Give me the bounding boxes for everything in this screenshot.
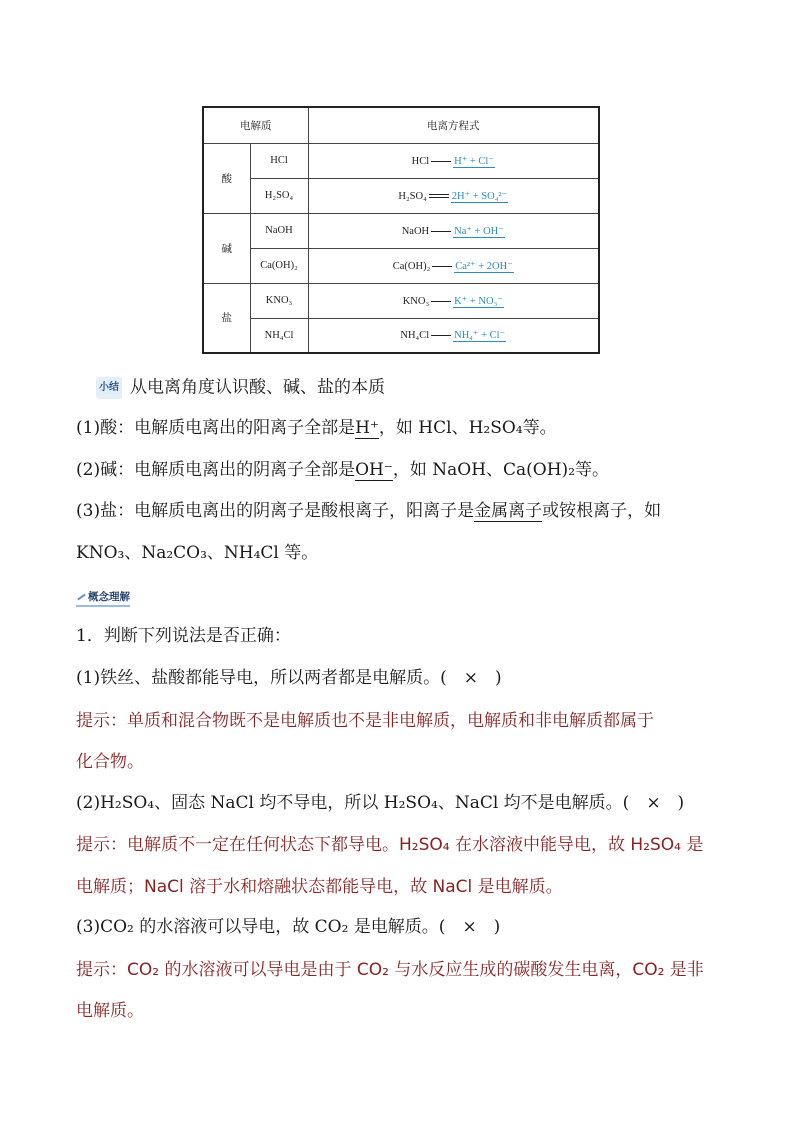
hint-3-line1: 提示：CO₂ 的水溶液可以导电是由于 CO₂ 与水反应生成的碳酸发生电离，CO₂ 是非: [76, 960, 704, 980]
summary-title: 从电离角度认识酸、碱、盐的本质: [130, 377, 385, 398]
summary-tag: 小结: [96, 377, 122, 399]
equals-arrow-icon: [429, 194, 449, 198]
formula-cell: HCl: [250, 143, 308, 178]
table-header-row: [203, 107, 599, 143]
section-tag: 概念理解: [76, 589, 130, 607]
question-item-3: (3)CO₂ 的水溶液可以导电，故 CO₂ 是电解质。( × ): [76, 917, 501, 937]
hint-3-line2: 电解质。: [76, 1001, 144, 1021]
header-electrolyte: 电解质: [203, 107, 308, 143]
formula-cell: KNO₃: [250, 283, 308, 318]
pen-icon: [76, 592, 86, 602]
formula-cell: Ca(OH)₂: [250, 248, 308, 283]
arrow-icon: [432, 266, 452, 267]
equation-cell: NH₄Cl NH₄⁺ + Cl⁻: [308, 318, 599, 353]
question-item-2: (2)H₂SO₄、固态 NaCl 均不导电，所以 H₂SO₄、NaCl 均不是电解质。( × ): [76, 793, 685, 813]
equation-cell: Ca(OH)₂ Ca²⁺ + 2OH⁻: [308, 248, 599, 283]
acid-key: H⁺: [355, 418, 379, 438]
formula-cell: H₂SO₄: [250, 178, 308, 213]
equation-cell: HCl H⁺ + Cl⁻: [308, 143, 599, 178]
salt-key: 金属离子: [474, 501, 543, 521]
arrow-icon: [431, 335, 451, 336]
hint-1-line1: 提示：单质和混合物既不是电解质也不是非电解质，电解质和非电解质都属于: [76, 711, 654, 731]
table-row: [203, 213, 599, 248]
summary-acid: (1)酸：电解质电离出的阳离子全部是H⁺，如 HCl、H₂SO₄等。: [76, 418, 557, 438]
formula-cell: NaOH: [250, 213, 308, 248]
equation-cell: NaOH Na⁺ + OH⁻: [308, 213, 599, 248]
ionization-table: [202, 106, 600, 354]
summary-salt-line2: KNO₃、Na₂CO₃、NH₄Cl 等。: [76, 543, 319, 563]
arrow-icon: [431, 301, 451, 302]
table-row: [203, 143, 599, 178]
summary-heading: [96, 377, 385, 399]
arrow-icon: [431, 161, 451, 162]
table-row: [203, 283, 599, 318]
table-row: [203, 248, 599, 283]
question-item-1: (1)铁丝、盐酸都能导电，所以两者都是电解质。( × ): [76, 668, 502, 688]
table-row: [203, 178, 599, 213]
ion-products: Ca²⁺ + 2OH⁻: [455, 260, 513, 272]
arrow-icon: [431, 231, 451, 232]
ion-products: Na⁺ + OH⁻: [454, 225, 504, 237]
summary-base: (2)碱：电解质电离出的阴离子全部是OH⁻，如 NaOH、Ca(OH)₂等。: [76, 460, 610, 480]
hint-2-line2: 电解质；NaCl 溶于水和熔融状态都能导电，故 NaCl 是电解质。: [76, 877, 563, 897]
question-stem: 1．判断下列说法是否正确：: [76, 626, 291, 646]
summary-salt: (3)盐：电解质电离出的阴离子是酸根离子，阳离子是金属离子或铵根离子，如: [76, 501, 662, 521]
table-row: [203, 318, 599, 353]
ion-products: K⁺ + NO₃⁻: [454, 295, 503, 307]
header-equation: 电离方程式: [308, 107, 599, 143]
formula-cell: NH₄Cl: [250, 318, 308, 353]
ion-products: 2H⁺ + SO₄²⁻: [451, 190, 508, 202]
group-label-acid: 酸: [203, 143, 250, 213]
base-key: OH⁻: [355, 460, 393, 480]
hint-1-line2: 化合物。: [76, 752, 144, 772]
ion-products: H⁺ + Cl⁻: [454, 155, 494, 167]
equation-cell: KNO₃ K⁺ + NO₃⁻: [308, 283, 599, 318]
group-label-base: 碱: [203, 213, 250, 283]
group-label-salt: 盐: [203, 283, 250, 353]
equation-cell: H₂SO₄ 2H⁺ + SO₄²⁻: [308, 178, 599, 213]
hint-2-line1: 提示：电解质不一定在任何状态下都导电。H₂SO₄ 在水溶液中能导电，故 H₂SO₄ 是: [76, 835, 704, 855]
ion-products: NH₄⁺ + Cl⁻: [454, 330, 506, 342]
